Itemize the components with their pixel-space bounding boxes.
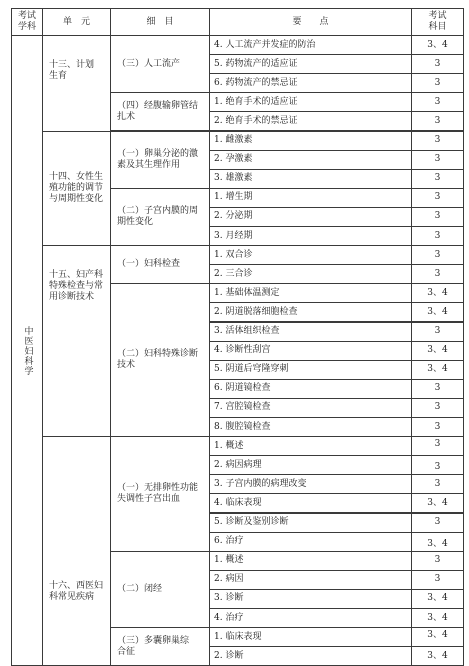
point-cell-text: 6. 阴道镜检查 — [214, 383, 271, 394]
level-cell-text: 3、4 — [427, 364, 448, 375]
point-cell — [209, 283, 412, 303]
level-cell-text: 3、4 — [427, 497, 448, 508]
header-subject-text: 考试 学科 — [17, 11, 36, 32]
header-detail-text: 细 目 — [146, 16, 174, 27]
detail-cell-text: （二）妇科特殊诊断 技术 — [117, 349, 199, 371]
unit-cell-text: 十五、妇产科 特殊检查与常 用诊断技术 — [49, 270, 104, 303]
point-cell — [209, 207, 412, 227]
level-cell — [411, 302, 464, 322]
point-cell — [209, 532, 412, 552]
point-cell-text: 4. 治疗 — [214, 612, 244, 623]
detail-cell — [110, 131, 210, 189]
header-unit-text: 单 元 — [62, 16, 90, 27]
point-cell-text: 1. 临床表现 — [214, 631, 262, 642]
detail-cell — [110, 551, 210, 628]
unit-cell-text: 十三、计划 生育 — [49, 60, 95, 81]
level-cell-text: 3 — [434, 383, 441, 394]
detail-cell-text: （一）妇科检查 — [117, 259, 181, 270]
level-cell-text: 3 — [434, 58, 441, 69]
detail-cell — [110, 188, 210, 246]
header-subject — [11, 8, 43, 36]
point-cell-text: 2. 绝育手术的禁忌证 — [214, 115, 298, 126]
level-cell-text: 3、4 — [427, 630, 448, 641]
point-cell — [209, 264, 412, 284]
unit-cell-text: 十四、女性生 殖功能的调节 与周期性变化 — [49, 171, 104, 204]
level-cell-text: 3 — [434, 574, 441, 585]
level-cell-text: 3、4 — [427, 306, 448, 317]
level-cell — [411, 207, 464, 227]
unit-cell-text: 十六、西医妇 科常见疾病 — [49, 581, 104, 603]
level-cell — [411, 493, 464, 513]
level-cell-text: 3、4 — [427, 650, 448, 661]
point-cell-text: 2. 三合诊 — [214, 268, 253, 279]
level-cell — [411, 417, 464, 437]
point-cell-text: 6. 药物流产的禁忌证 — [214, 77, 298, 88]
detail-cell — [110, 283, 210, 437]
level-cell — [411, 150, 464, 170]
point-cell — [209, 589, 412, 609]
level-cell — [411, 627, 464, 647]
level-cell — [411, 169, 464, 189]
level-cell — [411, 188, 464, 208]
point-cell-text: 1. 双合诊 — [214, 249, 253, 260]
detail-cell — [110, 35, 210, 93]
level-cell-text: 3 — [434, 249, 441, 260]
detail-cell-text: （一）卵巢分泌的激 素及其生理作用 — [117, 148, 199, 170]
level-cell — [411, 532, 464, 552]
point-cell — [209, 398, 412, 418]
level-cell-text: 3 — [434, 402, 441, 413]
header-point — [209, 8, 412, 36]
level-cell-text: 3、4 — [427, 345, 448, 356]
level-cell — [411, 436, 464, 456]
level-cell-text: 3 — [434, 135, 441, 146]
level-cell — [411, 283, 464, 303]
point-cell — [209, 646, 412, 666]
detail-cell — [110, 436, 210, 552]
level-cell-text: 3 — [434, 555, 441, 566]
level-cell-text: 3 — [434, 462, 441, 473]
level-cell — [411, 264, 464, 284]
level-cell-text: 3 — [434, 421, 441, 432]
header-level — [411, 8, 464, 36]
subject-cell — [11, 35, 43, 666]
level-cell — [411, 226, 464, 246]
unit-cell — [42, 245, 111, 437]
point-cell — [209, 360, 412, 380]
detail-cell-text: （三）多囊卵巢综 合征 — [117, 635, 190, 657]
point-cell — [209, 608, 412, 628]
level-cell — [411, 54, 464, 74]
point-cell — [209, 35, 412, 55]
point-cell — [209, 111, 412, 131]
detail-cell-text: （四）经腹输卵管结 扎术 — [117, 100, 199, 122]
level-cell-text: 3、4 — [427, 538, 448, 549]
point-cell — [209, 188, 412, 208]
level-cell — [411, 360, 464, 380]
point-cell — [209, 417, 412, 437]
point-cell-text: 4. 临床表现 — [214, 497, 262, 508]
point-cell-text: 1. 基础体温测定 — [214, 287, 280, 298]
level-cell-text: 3、4 — [427, 39, 448, 50]
point-cell-text: 3. 子宫内膜的病理改变 — [214, 478, 307, 489]
point-cell-text: 2. 分泌期 — [214, 211, 253, 222]
subject-cell-text: 中医妇科学 — [22, 325, 33, 376]
level-cell-text: 3 — [434, 517, 441, 528]
level-cell — [411, 455, 464, 475]
point-cell — [209, 436, 412, 456]
level-cell-text: 3、4 — [427, 593, 448, 604]
detail-cell-text: （三）人工流产 — [117, 58, 181, 69]
detail-cell-text: （二）子宫内膜的周 期性变化 — [117, 205, 199, 227]
level-cell — [411, 608, 464, 628]
level-cell-text: 3 — [434, 154, 441, 165]
point-cell-text: 2. 阴道脱落细胞检查 — [214, 306, 298, 317]
point-cell-text: 5. 药物流产的适应证 — [214, 58, 298, 69]
point-cell-text: 2. 病因病理 — [214, 459, 262, 470]
unit-cell — [42, 436, 111, 666]
point-cell — [209, 322, 412, 342]
level-cell — [411, 73, 464, 93]
point-cell — [209, 474, 412, 494]
level-cell — [411, 398, 464, 418]
header-point-text: 要 点 — [292, 16, 329, 27]
point-cell-text: 1. 增生期 — [214, 192, 253, 203]
level-cell-text: 3 — [434, 77, 441, 88]
level-cell — [411, 474, 464, 494]
point-cell-text: 2. 诊断 — [214, 650, 244, 661]
detail-cell — [110, 627, 210, 666]
level-cell — [411, 570, 464, 590]
level-cell-text: 3 — [434, 115, 441, 126]
point-cell — [209, 302, 412, 322]
level-cell-text: 3 — [434, 192, 441, 203]
header-level-text: 考试 科目 — [428, 11, 447, 32]
point-cell-text: 3. 诊断 — [214, 593, 244, 604]
point-cell — [209, 131, 412, 151]
point-cell — [209, 245, 412, 265]
point-cell — [209, 513, 412, 533]
level-cell-text: 3 — [434, 478, 441, 489]
level-cell-text: 3、4 — [427, 612, 448, 623]
point-cell-text: 2. 孕激素 — [214, 154, 253, 165]
level-cell — [411, 379, 464, 399]
level-cell — [411, 589, 464, 609]
point-cell-text: 3. 活体组织检查 — [214, 326, 280, 337]
point-cell-text: 4. 人工流产并发症的防治 — [214, 39, 316, 50]
detail-cell-text: （一）无排卵性功能 失调性子宫出血 — [117, 482, 199, 504]
point-cell — [209, 551, 412, 571]
level-cell — [411, 322, 464, 342]
point-cell — [209, 169, 412, 189]
detail-cell — [110, 245, 210, 284]
point-cell-text: 5. 阴道后穹隆穿刺 — [214, 364, 289, 375]
point-cell-text: 4. 诊断性刮宫 — [214, 345, 271, 356]
level-cell-text: 3 — [434, 268, 441, 279]
level-cell — [411, 92, 464, 112]
point-cell — [209, 150, 412, 170]
point-cell-text: 5. 诊断及鉴别诊断 — [214, 517, 289, 528]
level-cell-text: 3 — [434, 326, 441, 337]
level-cell — [411, 646, 464, 666]
header-unit — [42, 8, 111, 36]
point-cell — [209, 379, 412, 399]
level-cell-text: 3 — [434, 439, 441, 450]
unit-cell — [42, 131, 111, 247]
point-cell — [209, 92, 412, 112]
detail-cell-text: （二）闭经 — [117, 583, 163, 594]
point-cell — [209, 341, 412, 361]
point-cell — [209, 73, 412, 93]
detail-cell — [110, 92, 210, 131]
point-cell-text: 3. 雄激素 — [214, 173, 253, 184]
level-cell-text: 3 — [434, 230, 441, 241]
level-cell-text: 3、4 — [427, 287, 448, 298]
point-cell-text: 1. 概述 — [214, 440, 244, 451]
level-cell — [411, 131, 464, 151]
level-cell — [411, 111, 464, 131]
point-cell-text: 8. 腹腔镜检查 — [214, 421, 271, 432]
level-cell — [411, 245, 464, 265]
level-cell — [411, 513, 464, 533]
header-detail — [110, 8, 210, 36]
point-cell — [209, 226, 412, 246]
level-cell-text: 3 — [434, 173, 441, 184]
point-cell — [209, 570, 412, 590]
level-cell — [411, 551, 464, 571]
point-cell-text: 1. 绝育手术的适应证 — [214, 96, 298, 107]
level-cell — [411, 35, 464, 55]
point-cell-text: 1. 概述 — [214, 555, 244, 566]
point-cell-text: 7. 宫腔镜检查 — [214, 402, 271, 413]
level-cell-text: 3 — [434, 96, 441, 107]
point-cell-text: 6. 治疗 — [214, 536, 244, 547]
point-cell — [209, 455, 412, 475]
point-cell-text: 2. 病因 — [214, 574, 244, 585]
point-cell — [209, 54, 412, 74]
point-cell-text: 1. 雌激素 — [214, 135, 253, 146]
level-cell — [411, 341, 464, 361]
point-cell — [209, 493, 412, 513]
point-cell — [209, 627, 412, 647]
unit-cell — [42, 35, 111, 132]
level-cell-text: 3 — [434, 211, 441, 222]
point-cell-text: 3. 月经期 — [214, 230, 253, 241]
